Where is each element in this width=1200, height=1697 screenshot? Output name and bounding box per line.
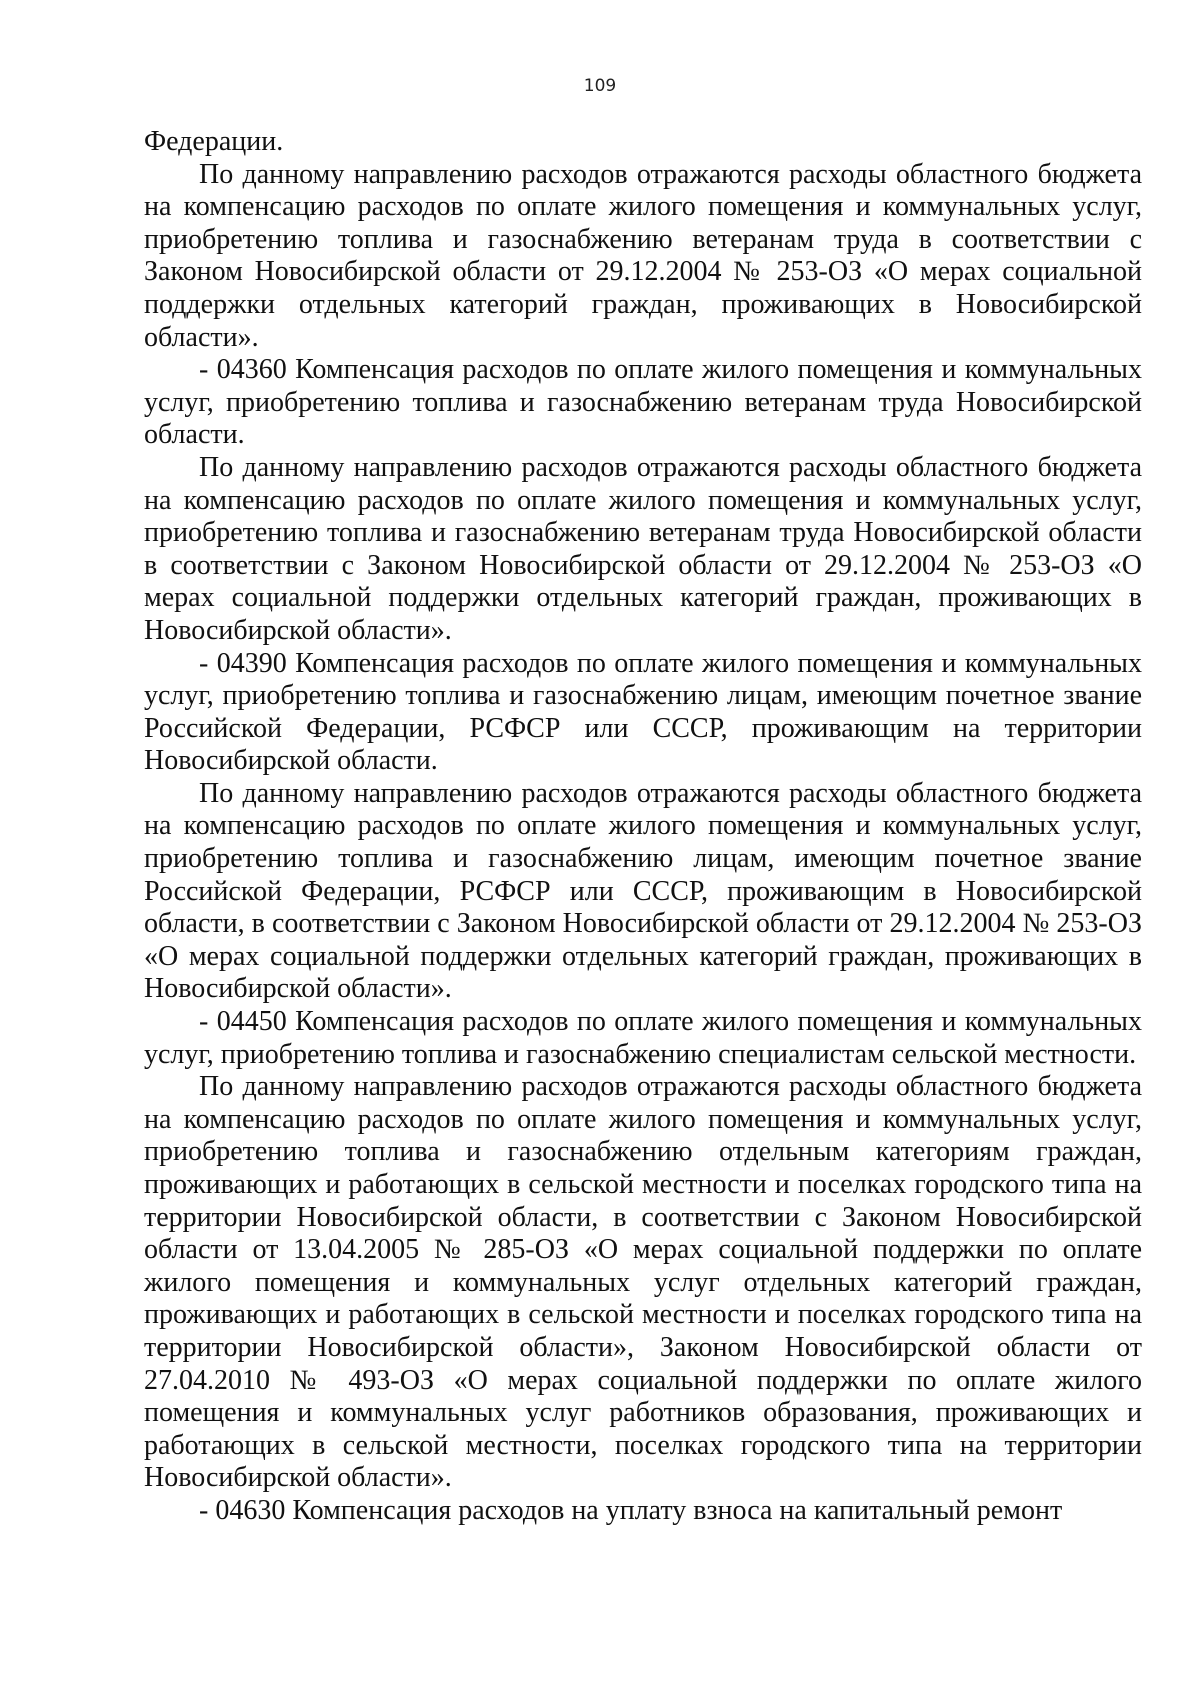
paragraph: По данному направлению расходов отражаются расходы областного бюджета на компенсацию расходов по оплате жилого помещения и коммунальных услуг, приобретению топлива и газоснабжению ветеранам труда Новосибирской области в соответствии с Законом Новосибирской области от 29.12.2004 № 253-ОЗ «О мерах социальной поддержки отдельных категорий граждан, проживающих в Новосибирской области». — [144, 451, 1142, 646]
paragraph-item-04390: - 04390 Компенсация расходов по оплате жилого помещения и коммунальных услуг, приобретению топлива и газоснабжению лицам, имеющим почетное звание Российской Федерации, РСФСР или СССР, проживающим на территории Новосибирской области. — [144, 647, 1142, 777]
document-body — [144, 126, 1142, 1528]
paragraph: По данному направлению расходов отражаются расходы областного бюджета на компенсацию расходов по оплате жилого помещения и коммунальных услуг, приобретению топлива и газоснабжению отдельным категориям граждан, проживающих и работающих в сельской местности и поселках городского типа на территории Новосибирской области, в соответствии с Законом Новосибирской области от 13.04.2005 № 285-ОЗ «О мерах социальной поддержки по оплате жилого помещения и коммунальных услуг отдельных категорий граждан, проживающих и работающих в сельской местности и поселках городского типа на территории Новосибирской области», Законом Новосибирской области от 27.04.2010 № 493-ОЗ «О мерах социальной поддержки по оплате жилого помещения и коммунальных услуг работников образования, проживающих и работающих в сельской местности, поселках городского типа на территории Новосибирской области». — [144, 1071, 1142, 1494]
paragraph: По данному направлению расходов отражаются расходы областного бюджета на компенсацию расходов по оплате жилого помещения и коммунальных услуг, приобретению топлива и газоснабжению ветеранам труда в соответствии с Законом Новосибирской области от 29.12.2004 № 253-ОЗ «О мерах социальной поддержки отдельных категорий граждан, проживающих в Новосибирской области». — [144, 158, 1142, 353]
paragraph-item-04360: - 04360 Компенсация расходов по оплате жилого помещения и коммунальных услуг, приобретению топлива и газоснабжению ветеранам труда Новосибирской области. — [144, 354, 1142, 451]
paragraph-continuation: Федерации. — [144, 126, 284, 157]
page-number: 109 — [583, 76, 617, 96]
paragraph-item-04450: - 04450 Компенсация расходов по оплате жилого помещения и коммунальных услуг, приобретению топлива и газоснабжению специалистам сельской местности. — [144, 1006, 1142, 1070]
paragraph-item-04630: - 04630 Компенсация расходов на уплату взноса на капитальный ремонт — [199, 1494, 1063, 1526]
paragraph: По данному направлению расходов отражаются расходы областного бюджета на компенсацию расходов по оплате жилого помещения и коммунальных услуг, приобретению топлива и газоснабжению лицам, имеющим почетное звание Российской Федерации, РСФСР или СССР, проживающим в Новосибирской области, в соответствии с Законом Новосибирской области от 29.12.2004 № 253-ОЗ «О мерах социальной поддержки отдельных категорий граждан, проживающих в Новосибирской области». — [144, 777, 1142, 1005]
